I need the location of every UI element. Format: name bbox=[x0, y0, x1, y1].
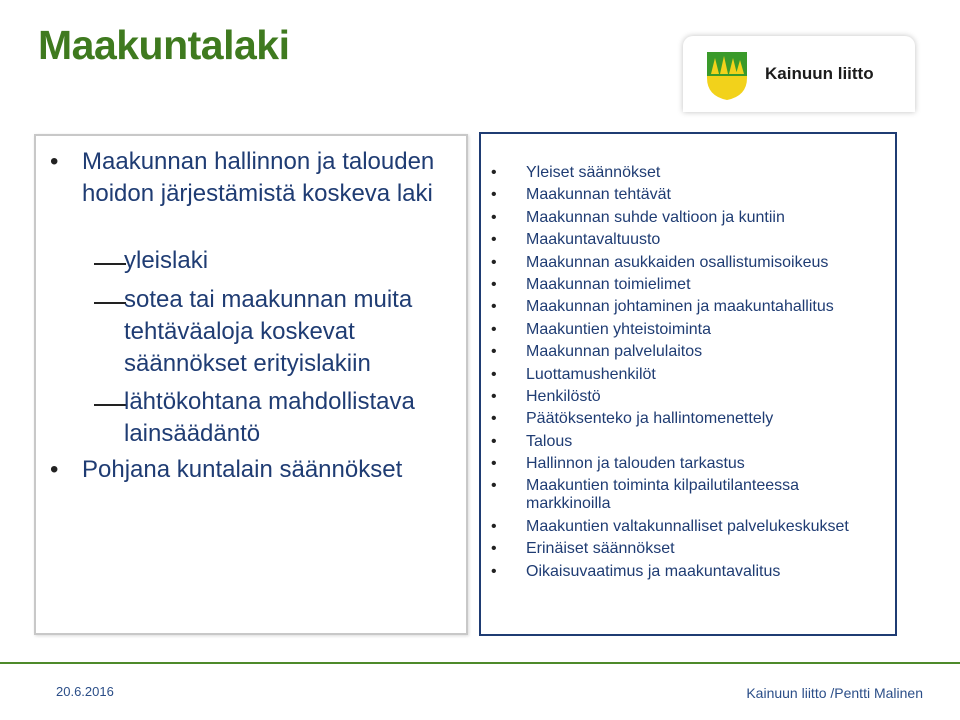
left-sub-3: lähtökohtana mahdollistava lainsäädäntö bbox=[124, 388, 415, 447]
list-item: • Oikaisuvaatimus ja maakuntavalitus bbox=[491, 562, 781, 580]
footer-author: Kainuun liitto /Pentti Malinen bbox=[746, 685, 923, 701]
footer-divider bbox=[0, 662, 960, 664]
list-item: • Maakunnan palvelulaitos bbox=[491, 343, 703, 361]
list-item: • Luottamushenkilöt bbox=[491, 365, 656, 383]
slide-title: Maakuntalaki bbox=[38, 22, 290, 68]
list-item: • Hallinnon ja talouden tarkastus bbox=[491, 455, 745, 473]
dash-marker bbox=[94, 263, 126, 265]
footer-date: 20.6.2016 bbox=[56, 684, 114, 699]
list-item: • Henkilöstö bbox=[491, 387, 601, 405]
logo-text: Kainuun liitto bbox=[765, 64, 874, 83]
right-content-box bbox=[479, 132, 897, 636]
left-bullet-1: Maakunnan hallinnon ja talouden hoidon järjestämistä koskeva laki bbox=[82, 148, 435, 207]
list-item: • Päätöksenteko ja hallintomenettely bbox=[491, 410, 774, 428]
bullet-dot: • bbox=[50, 148, 59, 175]
list-item: • Talous bbox=[491, 432, 573, 450]
list-item: • Maakuntien valtakunnalliset palvelukeskukset bbox=[491, 517, 849, 535]
dash-marker bbox=[94, 302, 126, 304]
bullet-dot: • bbox=[50, 456, 59, 483]
list-item: • Maakunnan asukkaiden osallistumisoikeus bbox=[491, 253, 829, 271]
left-content-box bbox=[34, 134, 468, 635]
left-sub-1: yleislaki bbox=[124, 247, 209, 274]
law-chapters-list bbox=[491, 164, 886, 585]
list-item: • Maakuntien toiminta kilpailutilanteessa markkinoilla bbox=[491, 477, 800, 513]
list-item: • Maakunnan suhde valtioon ja kuntiin bbox=[491, 208, 785, 226]
left-sub-2: sotea tai maakunnan muita tehtäväaloja koskevat säännökset erityislakiin bbox=[124, 286, 413, 377]
list-item: • Maakunnan tehtävät bbox=[491, 186, 671, 204]
left-bullet-2: Pohjana kuntalain säännökset bbox=[82, 456, 403, 483]
dash-marker bbox=[94, 404, 126, 406]
kainuu-shield-icon bbox=[705, 50, 749, 102]
list-item: • Erinäiset säännökset bbox=[491, 540, 675, 558]
list-item: • Maakuntavaltuusto bbox=[491, 231, 661, 249]
list-item: • Maakuntien yhteistoiminta bbox=[491, 320, 711, 338]
list-item: • Maakunnan johtaminen ja maakuntahallitus bbox=[491, 298, 834, 316]
list-item: • Maakunnan toimielimet bbox=[491, 275, 691, 293]
logo bbox=[683, 36, 915, 112]
list-item: • Yleiset säännökset bbox=[491, 164, 661, 181]
